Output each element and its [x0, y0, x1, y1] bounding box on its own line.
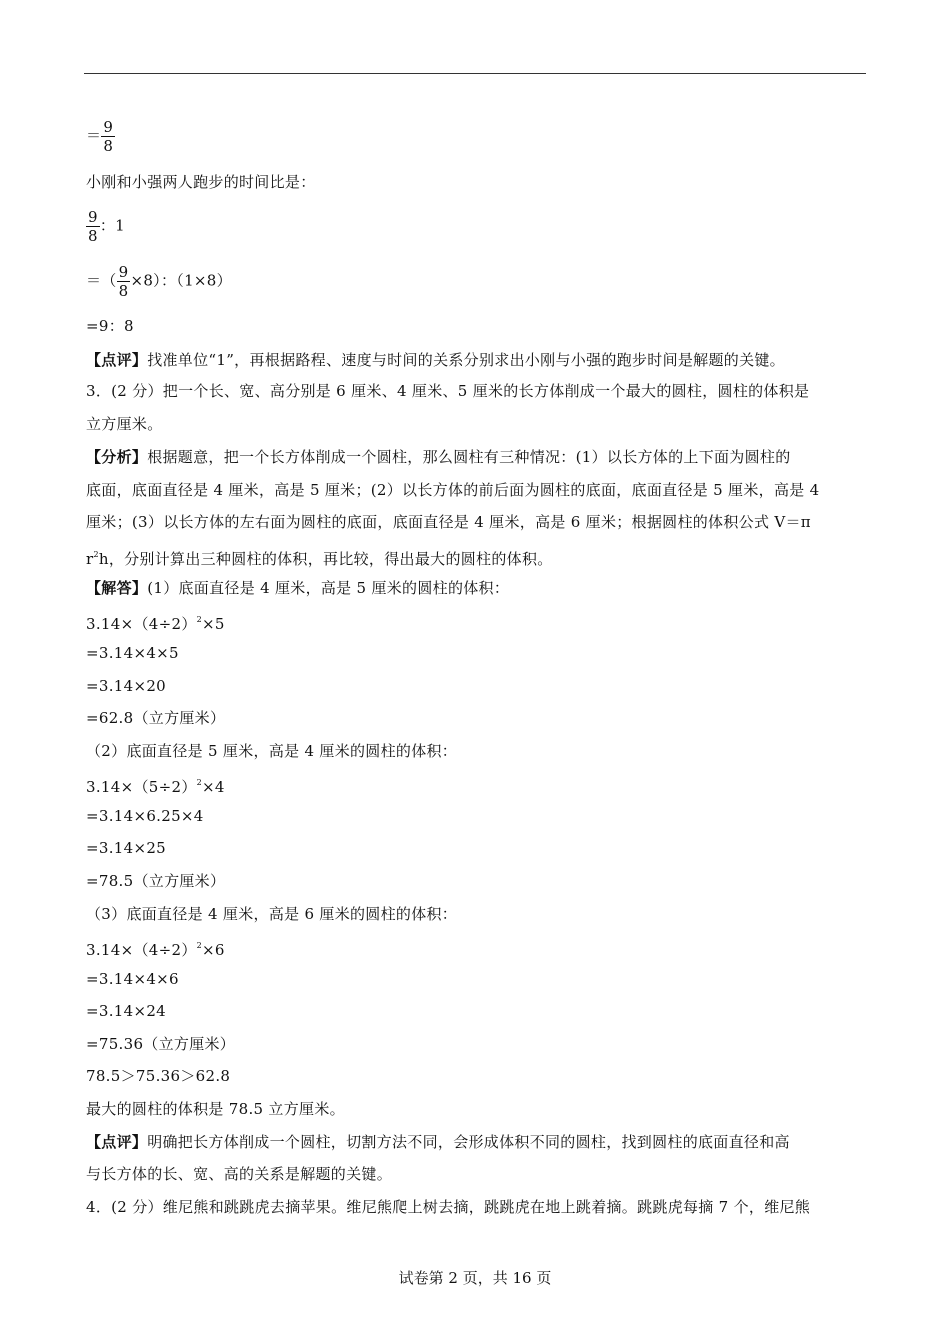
- fraction: $\frac{9}{8}$: [88, 208, 98, 245]
- math-line: =3.14×20: [86, 677, 167, 695]
- answer-line: 【解答】(1）底面直径是 4 厘米，高是 5 厘米的圆柱的体积：: [86, 579, 510, 597]
- math-line: =3.14×6.25×4: [86, 807, 204, 825]
- math-line: $3.14\times(4\div 2)^2\times 6$: [86, 941, 225, 959]
- comment-line: 【点评】找准单位“1”，再根据路程、速度与时间的关系分别求出小刚与小强的跑步时间是解题的关键。: [86, 351, 785, 369]
- equals-sign: ＝: [86, 126, 102, 145]
- question-3: 3．(2 分）把一个长、宽、高分别是 6 厘米、4 厘米、5 厘米的长方体削成一个最大的圆柱，圆柱的体积是: [86, 382, 810, 400]
- text-line: （2）底面直径是 5 厘米，高是 4 厘米的圆柱的体积：: [86, 742, 458, 760]
- math-line: =3.14×25: [86, 839, 167, 857]
- text-line: 小刚和小强两人跑步的时间比是：: [86, 173, 316, 191]
- math-line: =75.36（立方厘米）: [86, 1035, 236, 1053]
- text-line: =9：8: [86, 317, 134, 335]
- text-line: $r^2h$，分别计算出三种圆柱的体积，再比较，得出最大的圆柱的体积。: [86, 550, 553, 568]
- math-line: =3.14×4×6: [86, 970, 179, 988]
- text-line: 厘米；(3）以长方体的左右面为圆柱的底面，底面直径是 4 厘米，高是 6 厘米；根据圆柱的体积公式 V＝π: [86, 513, 811, 531]
- text-line: 底面，底面直径是 4 厘米，高是 5 厘米；(2）以长方体的前后面为圆柱的底面，底面直径是 5 厘米，高是 4: [86, 481, 820, 499]
- question-4: 4．(2 分）维尼熊和跳跳虎去摘苹果。维尼熊爬上树去摘，跳跳虎在地上跳着摘。跳跳虎每摘 7 个，维尼熊: [86, 1198, 811, 1216]
- fraction: $\frac{9}{8}$: [103, 118, 114, 155]
- math-line: =78.5（立方厘米）: [86, 872, 226, 890]
- math-line: $3.14\times(5\div 2)^2\times 4$: [86, 778, 225, 796]
- page-footer: 试卷第 2 页，共 16 页: [398, 1269, 552, 1287]
- ratio-line: ＝（ $\frac{9}{8}$ ×8）：（1×8）: [86, 263, 232, 300]
- text-line: （3）底面直径是 4 厘米，高是 6 厘米的圆柱的体积：: [86, 905, 458, 923]
- text-line: 与长方体的长、宽、高的关系是解题的关键。: [86, 1165, 393, 1183]
- eq-fraction-line: [86, 118, 115, 155]
- header-rule: [84, 73, 866, 74]
- math-line: =62.8（立方厘米）: [86, 709, 226, 727]
- ratio-line: $\frac{9}{8}$ ：1: [88, 208, 125, 245]
- math-line: 78.5＞75.36＞62.8: [86, 1067, 231, 1085]
- analysis-line: 【分析】根据题意，把一个长方体削成一个圆柱，那么圆柱有三种情况：(1）以长方体的上下面为圆柱的: [86, 448, 791, 466]
- comment-line: 【点评】明确把长方体削成一个圆柱，切割方法不同，会形成体积不同的圆柱，找到圆柱的底面直径和高: [86, 1133, 790, 1151]
- text-line: 最大的圆柱的体积是 78.5 立方厘米。: [86, 1100, 345, 1118]
- math-line: $3.14\times(4\div 2)^2\times 5$: [86, 615, 225, 633]
- math-line: =3.14×4×5: [86, 644, 179, 662]
- fraction: $\frac{9}{8}$: [118, 263, 129, 300]
- math-line: =3.14×24: [86, 1002, 167, 1020]
- text-line: 立方厘米。: [86, 415, 163, 433]
